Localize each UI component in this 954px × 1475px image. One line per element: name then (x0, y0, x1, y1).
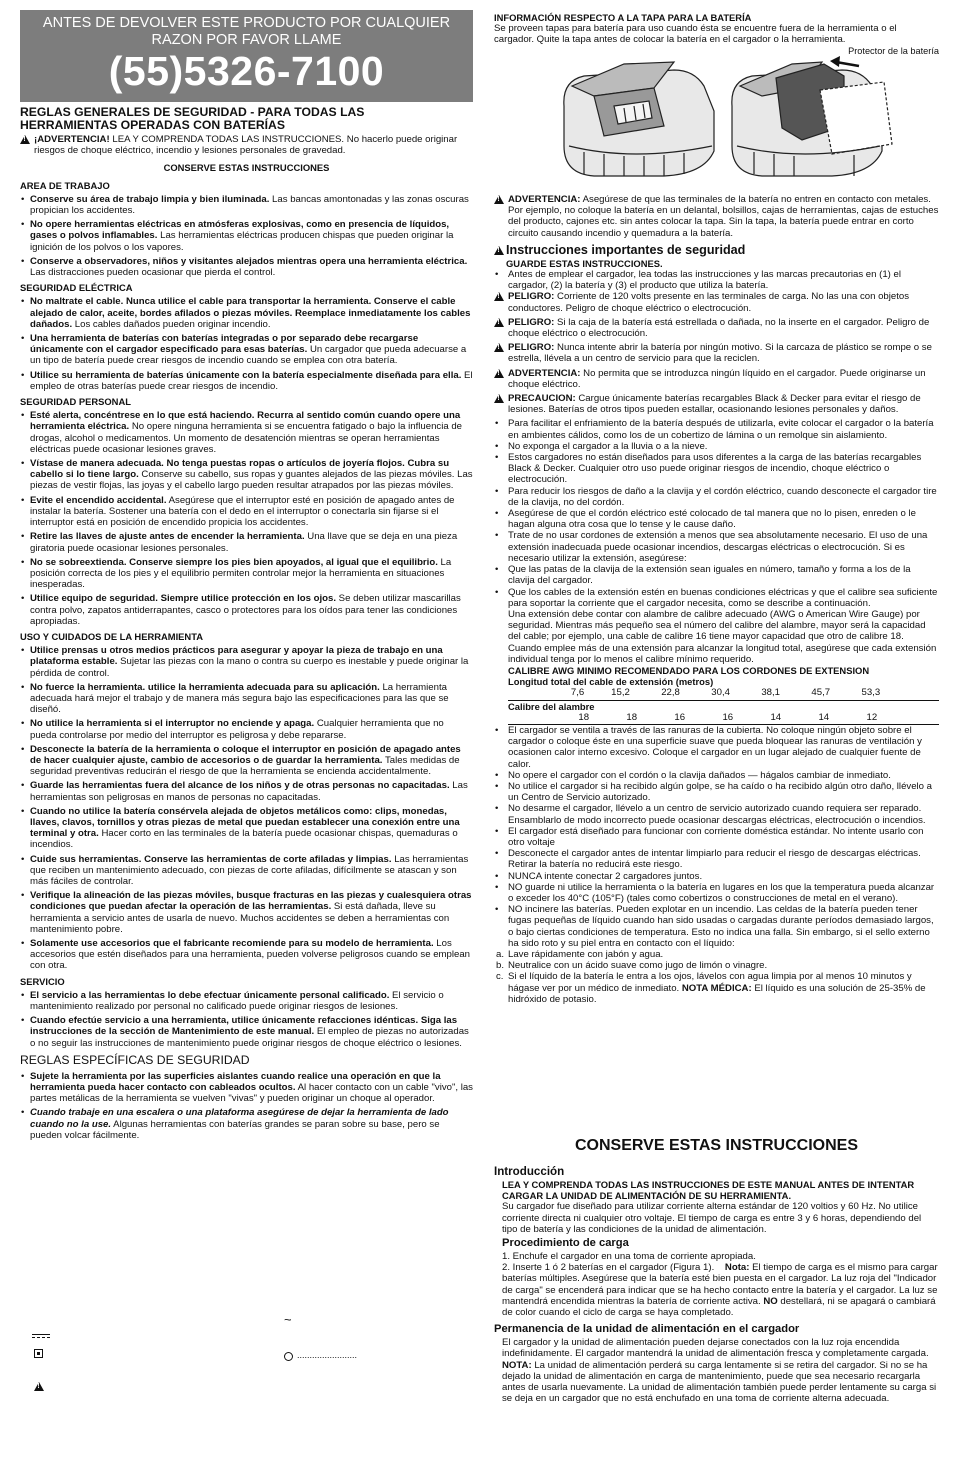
list-item: • Cuide sus herramientas. Conserve las herramientas de corte afiladas y limpias. Las herramientas que reciben un mantenimiento adecuado, con piezas de corte afiladas, difícilmente se atascan y son más fáciles de controlar. (20, 854, 473, 888)
general-rules-title-2: HERRAMIENTAS OPERADAS CON BATERÍAS (20, 118, 285, 132)
warning-triangle-icon (494, 292, 504, 301)
tool-use-title: USO Y CUIDADOS DE LA HERRAMIENTA (20, 630, 203, 642)
battery-cap-title: INFORMACIÓN RESPECTO A LA TAPA PARA LA BATERÍA (494, 12, 752, 23)
phone-banner (20, 10, 473, 102)
permanence-text: El cargador y la unidad de alimentación pueden dejarse conectados con la luz roja encendida indefinidamente. El cargador mantendrá la unidad de alimentación fresca y completamente cargada. (502, 1337, 929, 1360)
warning-triangle-icon (494, 246, 504, 255)
banner-line-2: RAZON POR FAVOR LLAME (151, 32, 342, 48)
area-list (20, 194, 473, 278)
list-item: • El cargador se ventila a través de las ranuras de la cubierta. No coloque ningún objeto sobre el cargador o coloque éste en una superficie suave que pueda bloquear las ranuras de ventilación y ocasionen calor interno excesivo. Coloque el cargador en un lugar alejado de cualquier fuente de calor. (494, 725, 939, 770)
warning-triangle-icon (494, 343, 504, 352)
awg-gauge-label: Calibre del alambre (508, 700, 595, 712)
list-item: • Evite el encendido accidental. Asegúrese que el interruptor esté en posición de apagado antes de instalar la batería. Sostener una batería con el dedo en el interruptor o conectarla sin fijarse si el interruptor está en posición de encendido propicia los accidentes. (20, 495, 473, 529)
list-item: • Utilice prensas u otros medios prácticos para asegurar y apoyar la pieza de trabajo en una plataforma estable. Sujetar las piezas con la mano o contra su cuerpo es inestable y puede originar la pérdida de control. (20, 645, 473, 679)
danger-warning: ! PELIGRO: Corriente de 120 volts presente en las terminales de carga. No las una con objetos conductores. Peligro de choque eléctrico o electrocución. (494, 291, 939, 313)
warning-label: ¡ADVERTENCIA! (34, 134, 110, 145)
list-item: • Utilice su herramienta de baterías únicamente con la batería especialmente diseñada para ella. El empleo de otras baterías puede crear riesgos de incendio. (20, 370, 473, 392)
caution-warning: ! PRECAUCION: Cargue únicamente baterías recargables Black & Decker para evitar el riesgo de lesiones. Baterías de otros tipos pueden estallar, ocasionando lesiones personales y daños. (494, 393, 939, 415)
table-cell: 16 (674, 711, 686, 723)
personal-title: SEGURIDAD PERSONAL (20, 396, 131, 408)
warning-triangle-icon (20, 135, 30, 144)
list-item: • NUNCA intente conectar 2 cargadores juntos. (494, 871, 939, 882)
table-cell: 18 (626, 711, 638, 723)
list-item: • NO incinere las baterías. Pueden explotar en un incendio. Las celdas de la batería pueden tener fugas pequeñas de líquido cuando han sido usadas o cargadas durante períodos demasiado largos, o bajo ciertas condiciones de temperatura. Esto no indica una falla. Sin embargo, si el sello externo ha sido roto y su piel entra en contacto con el líquido: (494, 904, 939, 949)
specific-rules-list (20, 1071, 473, 1141)
dc-line-icon (32, 1334, 50, 1335)
list-item: • No fuerce la herramienta. utilice la herramienta adecuada para su aplicación. La herramienta adecuada hará mejor el trabajo y de manera más segura bajo las especificaciones para las que se diseñó. (20, 682, 473, 716)
list-item: b. Neutralice con un ácido suave como jugo de limón o vinagre. (496, 960, 768, 972)
list-item: • Utilice equipo de seguridad. Siempre utilice protección en los ojos. Se deben utilizar mascarillas contra polvo, zapatos antiderrapantes, casco o protectores para los oídos para tener las condiciones apropiadas. (20, 593, 473, 627)
earth-icon (284, 1352, 293, 1361)
ac-current-icon: ~ (284, 1312, 292, 1327)
double-insulation-icon (34, 1349, 43, 1358)
charging-step-1: 1. Enchufe el cargador en una toma de corriente apropiada. (502, 1251, 756, 1263)
list-item: • Conserve su área de trabajo limpia y bien iluminada. Las bancas amontonadas y las zonas oscuras propician los accidentes. (20, 194, 473, 216)
table-cell: 30,4 (711, 687, 730, 699)
conserve-big-title: CONSERVE ESTAS INSTRUCCIONES (574, 1137, 858, 1154)
list-item: • Solamente use accesorios que el fabricante recomiende para su modelo de herramienta. Los accesorios que estén diseñados para una herramienta, pueden volverse peligrosos cuando se emplean con otra. (20, 938, 473, 972)
electric-title: SEGURIDAD ELÉCTRICA (20, 282, 133, 294)
battery-left-icon (564, 62, 714, 176)
battery-cap-text: Se proveen tapas para batería para uso cuando ésta se encuentre fuera de la herramienta o el cargador. Quite la tapa antes de colocar la batería en el cargador o la herramienta. (494, 23, 897, 46)
conserve-section (494, 1136, 939, 1404)
list-item: • El cargador está diseñado para funcionar con corriente doméstica estándar. No intente usarlo con otro voltaje (494, 826, 939, 848)
list-item: • Esté alerta, concéntrese en lo que está haciendo. Recurra al sentido común cuando opere una herramienta eléctrica. No opere ninguna herramienta si se encuentra fatigado o bajo la influencia de drogas, alcohol o medicamentos. Un momento de desatención mientras se operan herramientas eléctricas puede ocasionar lesiones graves. (20, 410, 473, 455)
list-item: • Cuando trabaje en una escalera o una plataforma asegúrese de dejar la herramienta de lado cuando no la use. Algunas herramientas con baterías grandes se paran sobre su base, pero se pueden volcar fácilmente. (20, 1107, 473, 1141)
important-instructions-title: !Instrucciones importantes de seguridad (494, 243, 939, 258)
table-cell: 38,1 (761, 687, 781, 699)
charger-safety-section (494, 194, 939, 1005)
general-rules-section (20, 106, 473, 1144)
save-instructions-note: GUARDE ESTAS INSTRUCCIONES. (506, 257, 663, 269)
dc-dash-icon (32, 1337, 50, 1338)
list-item: • NO guarde ni utilice la herramienta o la batería en lugares en los que la temperatura pueda alcanzar o exceder los 40°C (105°F) (tales como cobertizos o construcciones de metal en el verano). (494, 882, 939, 904)
list-item: • No opere el cargador con el cordón o la clavija dañados — hágalos cambiar de inmediato. (494, 770, 939, 781)
warning-triangle-icon (34, 1382, 44, 1391)
awg-title: CALIBRE AWG MINIMO RECOMENDADO PARA LOS CORDONES DE EXTENSION (508, 664, 870, 676)
table-cell: 14 (818, 711, 830, 723)
personal-list (20, 410, 473, 627)
battery-cap-figure (554, 56, 894, 181)
list-item: • Cuando efectúe servicio a una herramienta, utilice únicamente refacciones idénticas. Siga las instrucciones de la sección de Mantenimiento de este manual. El empleo de piezas no autorizadas o no seguir las instrucciones de mantenimiento puede originar riesgos de choque eléctrico o lesiones. (20, 1015, 473, 1049)
list-item: • No maltrate el cable. Nunca utilice el cable para transportar la herramienta. Conserve el cable alejado de calor, aceite, bordes afilados o piezas móviles. Reemplace inmediatamente los cables dañados. Los cables dañados pueden originar incendio. (20, 296, 473, 330)
intro-title: Introducción (494, 1165, 565, 1178)
warning-paragraph (20, 134, 473, 156)
awg-table (494, 665, 939, 725)
list-item: • El servicio a las herramientas lo debe efectuar únicamente personal calificado. El servicio o mantenimiento realizado por personal no calificado puede originar riesgos de lesiones. (20, 990, 473, 1012)
conserve-instructions: CONSERVE ESTAS INSTRUCCIONES (163, 162, 330, 174)
list-item: • No exponga el cargador a la lluvia o a la nieve. (494, 441, 939, 452)
list-item: c. Si el líquido de la batería le entra a los ojos, lávelos con agua limpia por al menos 10 minutos y hágase ver por un médico de inmediato. NOTA MÉDICA: El líquido es una solución de 25-35% de hidróxido de potasio. (496, 971, 926, 1005)
table-cell: 45,7 (811, 687, 831, 699)
warning-triangle-icon (494, 318, 504, 327)
liquid-warning: ! ADVERTENCIA: No permita que se introduzca ningún líquido en el cargador. Puede originarse un choque eléctrico. (494, 368, 939, 390)
charging-procedure-title: Procedimiento de carga (502, 1237, 629, 1250)
warning-triangle-icon (494, 369, 504, 378)
table-cell: 7,6 (570, 687, 585, 699)
list-item: • Antes de emplear el cargador, lea todas las instrucciones y las marcas precautorias en (1) el cargador, (2) la batería y (3) el producto que utiliza la batería. (494, 269, 939, 291)
list-item: • Cuando no utilice la batería consérvela alejada de objetos metálicos como: clips, monedas, llaves, clavos, tornillos y otras piezas de metal que puedan establecer una conexión entre una terminal y otra. Hacer corto en las terminales de la batería puede ocasionar chispas, quemaduras o incendios. (20, 806, 473, 851)
list-item: • Guarde las herramientas fuera del alcance de los niños y de otras personas no capacitadas. Las herramientas son peligrosas en manos de personas no capacitadas. (20, 780, 473, 802)
awg-length-row (508, 687, 939, 698)
list-item: • No utilice la herramienta si el interruptor no enciende y apaga. Cualquier herramienta que no pueda controlarse por medio del interruptor es peligrosa y debe repararse. (20, 718, 473, 740)
list-item: • No desarme el cargador, llévelo a un centro de servicio autorizado cuando requiera ser reparado. Ensamblarlo de modo incorrecto puede ocasionar descargas eléctricas, electrocución o incendios. (494, 803, 939, 825)
table-cell: 16 (722, 711, 734, 723)
intro-text: Su cargador fue diseñado para utilizar corriente alterna estándar de 120 voltios y 60 Hz. No utilice corriente directa ni cualquier otro voltaje. El tiempo de carga es entre 3 y 6 horas, dependiendo del tipo de batería y las condiciones de la unidad de alimentación. (502, 1201, 922, 1235)
first-aid-list (494, 949, 939, 1005)
table-cell: 53,3 (861, 687, 881, 699)
extension-paragraph: Una extensión debe contar con alambre de calibre adecuado (AWG o American Wire Gauge) por seguridad. Mientras más pequeño sea el número del calibre del alambre, mayor será la capacidad del cable; por ejemplo, una cable de calibre 16 tiene mayor capacidad que otro de calibre 18. Cuando emplee más de una extensión para alcanzar la longitud total, asegúrese que cada extensión individual tenga por lo menos el calibre mínimo requerido. (508, 608, 937, 665)
list-item: • Retire las llaves de ajuste antes de encender la herramienta. Una llave que se deja en una pieza giratoria puede ocasionar lesiones personales. (20, 531, 473, 553)
list-item: • No se sobreextienda. Conserve siempre los pies bien apoyados, al igual que el equilibrio. La posición correcta de los pies y el equilibrio permiten controlar mejor la herramienta en situaciones inesperadas. (20, 557, 473, 591)
list-item: • Que los cables de la extensión estén en buenas condiciones eléctricas y que el calibre sea suficiente para soportar la corriente que el cargador necesita, como se describe a continuación. (494, 587, 939, 609)
battery-right-icon (732, 62, 892, 176)
awg-gauge-row (508, 712, 939, 723)
list-item: • Para reducir los riesgos de daño a la clavija y el cordón eléctrico, cuando desconecte el cargador tire de la clavija, no del cordón. (494, 486, 939, 508)
list-item: • Vístase de manera adecuada. No tenga puestas ropas o artículos de joyería flojos. Cubra su cabello si lo tiene largo. Conserve su cabello, sus ropas y guantes alejados de las piezas móviles. Las piezas de vestir flojas, las joyas y el cabello largo pueden resultar atrapados por las piezas móviles. (20, 458, 473, 492)
permanence-note: NOTA: La unidad de alimentación perderá su carga lentamente si se retira del cargador. Si no se ha dejado la unidad de alimentación en carga de mantenimiento, puede que sea necesario recargarla antes de usarla nuevamente. La unidad de alimentación también puede perder lentamente su carga si se deja en un cargador que no está enchufado en una toma de corriente alterna adecuada. (502, 1359, 937, 1405)
service-title: SERVICIO (20, 975, 65, 987)
list-item: • Conserve a observadores, niños y visitantes alejados mientras opera una herramienta eléctrica. Las distracciones pueden ocasionar que pierda el control. (20, 256, 473, 278)
list-item: • Una herramienta de baterías con baterías integradas o por separado debe recargarse únicamente con el cargador especificado para esas baterías. Un cargador que pueda adecuarse a un tipo de batería puede crear riesgos de incendio cuando se emplea con otra batería. (20, 333, 473, 367)
list-item: • No utilice el cargador si ha recibido algún golpe, se ha caído o ha recibido algún otro daño, llévelo a un Centro de Servicio autorizado. (494, 781, 939, 803)
list-item: • No opere herramientas eléctricas en atmósferas explosivas, como en presencia de líquidos, gases o polvos inflamables. Las herramientas eléctricas producen chispas que pueden originar la ignición de los polvos o los vapores. (20, 219, 473, 253)
arrow-icon (830, 56, 859, 67)
table-cell: 15,2 (611, 687, 630, 699)
list-item: • Verifique la alineación de las piezas móviles, busque fracturas en las piezas y cualesquiera otras condiciones que puedan afectar la operación de las herramientas. Si está dañada, lleve su herramienta a servicio antes de usarla de nuevo. Muchos accidentes se deben a herramientas con mantenimiento pobre. (20, 890, 473, 935)
table-cell: 12 (866, 711, 878, 723)
permanence-title: Permanencia de la unidad de alimentación en el cargador (494, 1323, 800, 1336)
warning-text: LEA Y COMPRENDA TODAS LAS INSTRUCCIONES. No hacerlo puede originar riesgos de choque eléctrico, incendio y lesiones personales de gravedad. (34, 134, 458, 157)
list-item: • Desconecte el cargador antes de intentar limpiarlo para reducir el riesgo de descargas eléctricas. Retirar la batería no reducirá este riesgo. (494, 848, 939, 870)
list-item: • Sujete la herramienta por las superficies aislantes cuando realice una operación en que la herramienta pueda hacer contacto con cableados ocultos. Al hacer contacto con un cable "vivo", las partes metálicas de la herramienta se vuelven "vivas" y pueden originar un choque al operador. (20, 1071, 473, 1105)
service-list (20, 990, 473, 1049)
danger-warning: ! PELIGRO: Nunca intente abrir la batería por ningún motivo. Si la carcaza de plástico se rompe o se estrella, llévela a un centro de servicio para que la reciclen. (494, 342, 939, 364)
general-rules-title-1: REGLAS GENERALES DE SEGURIDAD - PARA TODAS LAS (20, 105, 365, 119)
warning-triangle-icon (494, 195, 504, 204)
list-item: • Para facilitar el enfriamiento de la batería después de utilizarla, evite colocar el cargador o la batería en ambientes cálidos, como los de un cobertizo de lámina o un remolque sin aislamiento. (494, 418, 939, 440)
awg-length-label: Longitud total del cable de extensión (metros) (508, 676, 714, 688)
table-cell: 22,8 (661, 687, 680, 699)
warning-triangle-icon (494, 394, 504, 403)
area-title: AREA DE TRABAJO (20, 179, 110, 191)
table-cell: 14 (770, 711, 782, 723)
list-item: • Desconecte la batería de la herramienta o coloque el interruptor en posición de apagado antes de hacer cualquier ajuste, cambio de accesorios o de guardar la herramienta. Tales medidas de seguridad preventivas reducirán el riesgo de que la herramienta se encienda accidentalmente. (20, 744, 473, 778)
danger-warning: ! PELIGRO: Si la caja de la batería está estrellada o dañada, no la inserte en el cargador. Peligro de choque eléctrico o electrocución. (494, 317, 939, 339)
list-item: a. Lave rápidamente con jabón y agua. (496, 949, 664, 960)
symbol-dots: ........................ (297, 1350, 358, 1360)
battery-contact-warning: ! ADVERTENCIA: Asegúrese de que las terminales de la batería no entren en contacto con metales. Por ejemplo, no coloque la batería en un delantal, bolsillos, cajas de herramientas, cajas de estuches del producto, cajones etc. sin antes colocar la tapa. Sin la tapa, la batería puede entrar en corto circuito causando incendio y quemadura a la batería. (494, 194, 939, 239)
list-item: • Trate de no usar cordones de extensión a menos que sea absolutamente necesario. El uso de una extensión inadecuada puede ocasionar incendios, descargas eléctricas o electrocución. Si es necesario utilizar la extensión, asegúrese: (494, 530, 939, 564)
electric-list (20, 296, 473, 392)
battery-cap-section (494, 12, 939, 56)
list-item: • Estos cargadores no están diseñados para usos diferentes a la carga de las baterías recargables Black & Decker. Cualquier otro uso puede originar riesgos de incendio, choque eléctrico o electrocución. (494, 452, 939, 486)
battery-protector-label: Protector de la batería (848, 46, 939, 56)
list-item: • Que las patas de la clavija de la extensión sean iguales en número, tamaño y forma a los de la clavija del cargador. (494, 564, 939, 586)
charger-bullet-list (494, 418, 939, 664)
list-item: • Asegúrese de que el cordón eléctrico esté colocado de tal manera que no lo pisen, enreden o le hagan alguna otra cosa que lo tense y le cause daño. (494, 508, 939, 530)
table-cell: 18 (578, 711, 590, 723)
specific-rules-title: REGLAS ESPECÍFICAS DE SEGURIDAD (20, 1052, 250, 1067)
intro-bold: LEA Y COMPRENDA TODAS LAS INSTRUCCIONES DE ESTE MANUAL ANTES DE INTENTAR CARGAR LA UNIDAD DE ALIMENTACIÓN DE SU HERRAMIENTA. (502, 1179, 915, 1202)
tool-use-list (20, 645, 473, 971)
symbols-legend (32, 1312, 362, 1396)
phone-number: (55)5326-7100 (108, 48, 385, 94)
charging-step-2: 2. Inserte 1 ó 2 baterías en el cargador (Figura 1). Nota: El tiempo de carga es el mismo para cargar baterías múltiples. Asegúrese que la batería esté bien puesta en el cargador. La luz roja del "Indicador de carga" se encenderá para indicar que se ha hecho contacto entre la batería y el cargador. La luz se mantendrá encendida mientras la batería de corriente activa. NO destellará, ni se apagará o cambiará de color cuando el ciclo de carga se haya completado. (502, 1262, 938, 1319)
banner-line-1: ANTES DE DEVOLVER ESTE PRODUCTO POR CUALQUIER (42, 15, 451, 31)
charger-bullet-list-2 (494, 725, 939, 949)
